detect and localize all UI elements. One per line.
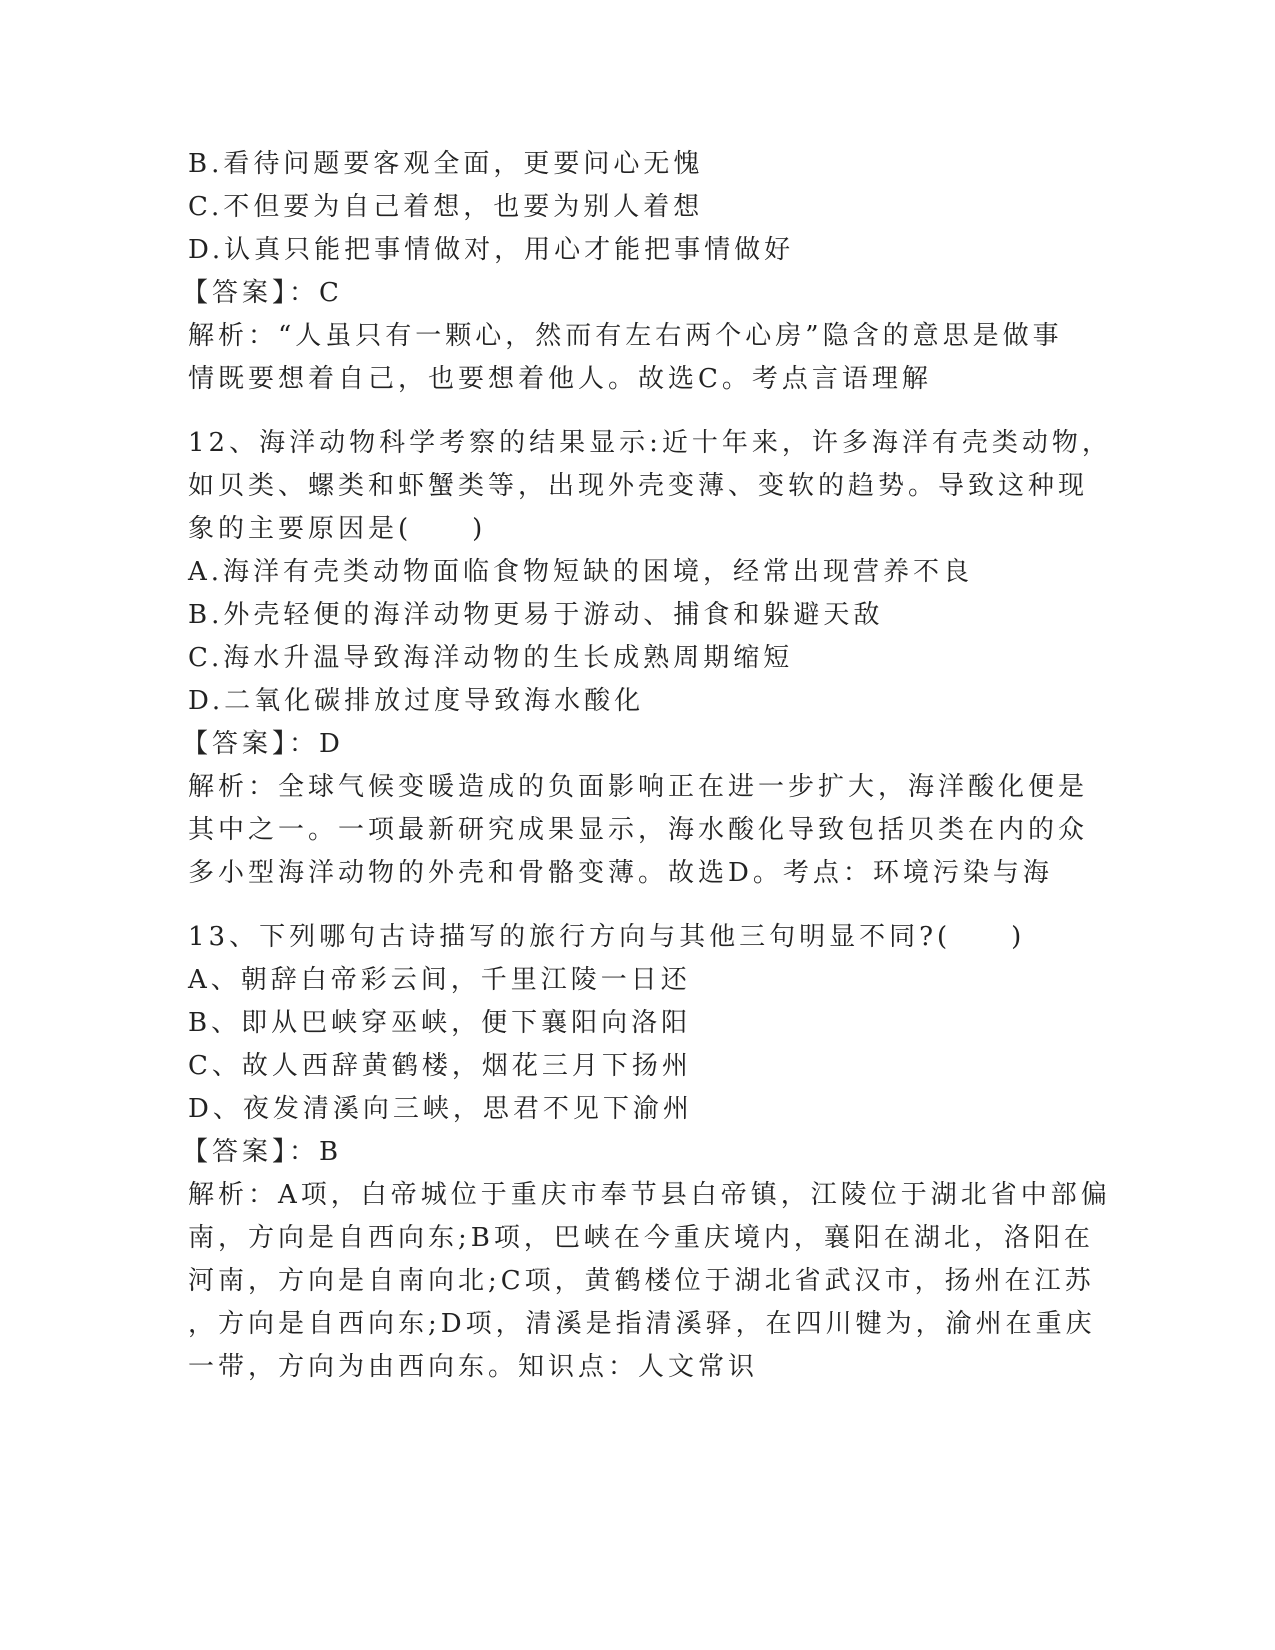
q12-option-d: D.二氧化碳排放过度导致海水酸化 xyxy=(188,686,645,716)
q11-analysis-line-2: 情既要想着自己，也要想着他人。故选C。考点言语理解 xyxy=(188,364,932,394)
q12-question-line-2: 如贝类、螺类和虾蟹类等，出现外壳变薄、变软的趋势。导致这种现 xyxy=(188,471,1089,501)
q12-option-a: A.海洋有壳类动物面临食物短缺的困境，经常出现营养不良 xyxy=(188,557,974,587)
q13-option-d: D、夜发清溪向三峡，思君不见下渝州 xyxy=(188,1094,693,1124)
q13-question-line-1: 13、下列哪句古诗描写的旅行方向与其他三句明显不同?( ) xyxy=(188,922,1026,952)
question-13-block xyxy=(182,916,1111,1389)
q13-option-a: A、朝辞白帝彩云间，千里江陵一日还 xyxy=(188,965,691,995)
question-11-block xyxy=(182,143,1088,401)
q12-answer: 【答案】：D xyxy=(182,729,344,759)
q13-analysis-line-4: ，方向是自西向东;D项，清溪是指清溪驿，在四川犍为，渝州在重庆 xyxy=(188,1309,1096,1339)
q11-option-d: D.认真只能把事情做对，用心才能把事情做好 xyxy=(188,235,795,265)
q13-analysis-line-5: 一带，方向为由西向东。知识点：人文常识 xyxy=(188,1352,759,1382)
q12-question-line-1: 12、海洋动物科学考察的结果显示:近十年来，许多海洋有壳类动物， xyxy=(188,428,1112,458)
q12-option-c: C.海水升温导致海洋动物的生长成熟周期缩短 xyxy=(188,643,794,673)
q12-analysis-line-1: 解析：全球气候变暖造成的负面影响正在进一步扩大，海洋酸化便是 xyxy=(188,772,1089,802)
q13-analysis-line-3: 河南，方向是自南向北;C项，黄鹤楼位于湖北省武汉市，扬州在江苏 xyxy=(188,1266,1095,1296)
q11-analysis-line-1: 解析：“人虽只有一颗心，然而有左右两个心房”隐含的意思是做事 xyxy=(188,321,1063,351)
document-page xyxy=(182,143,1112,1389)
q12-option-b: B.外壳轻便的海洋动物更易于游动、捕食和躲避天敌 xyxy=(188,600,884,630)
q12-analysis-line-3: 多小型海洋动物的外壳和骨骼变薄。故选D。考点：环境污染与海 xyxy=(188,858,1053,888)
q13-analysis-line-1: 解析：A项，白帝城位于重庆市奉节县白帝镇，江陵位于湖北省中部偏 xyxy=(188,1180,1111,1210)
q13-answer: 【答案】：B xyxy=(182,1137,343,1167)
q11-option-c: C.不但要为自己着想，也要为别人着想 xyxy=(188,192,704,222)
q11-answer: 【答案】：C xyxy=(182,278,343,308)
question-12-block xyxy=(182,422,1112,895)
q12-question-line-3: 象的主要原因是( ) xyxy=(188,514,487,544)
q13-analysis-line-2: 南，方向是自西向东;B项，巴峡在今重庆境内，襄阳在湖北，洛阳在 xyxy=(188,1223,1094,1253)
q13-option-c: C、故人西辞黄鹤楼，烟花三月下扬州 xyxy=(188,1051,692,1081)
q11-option-b: B.看待问题要客观全面，更要问心无愧 xyxy=(188,149,704,179)
q13-option-b: B、即从巴峡穿巫峡，便下襄阳向洛阳 xyxy=(188,1008,692,1038)
q12-analysis-line-2: 其中之一。一项最新研究成果显示，海水酸化导致包括贝类在内的众 xyxy=(188,815,1089,845)
